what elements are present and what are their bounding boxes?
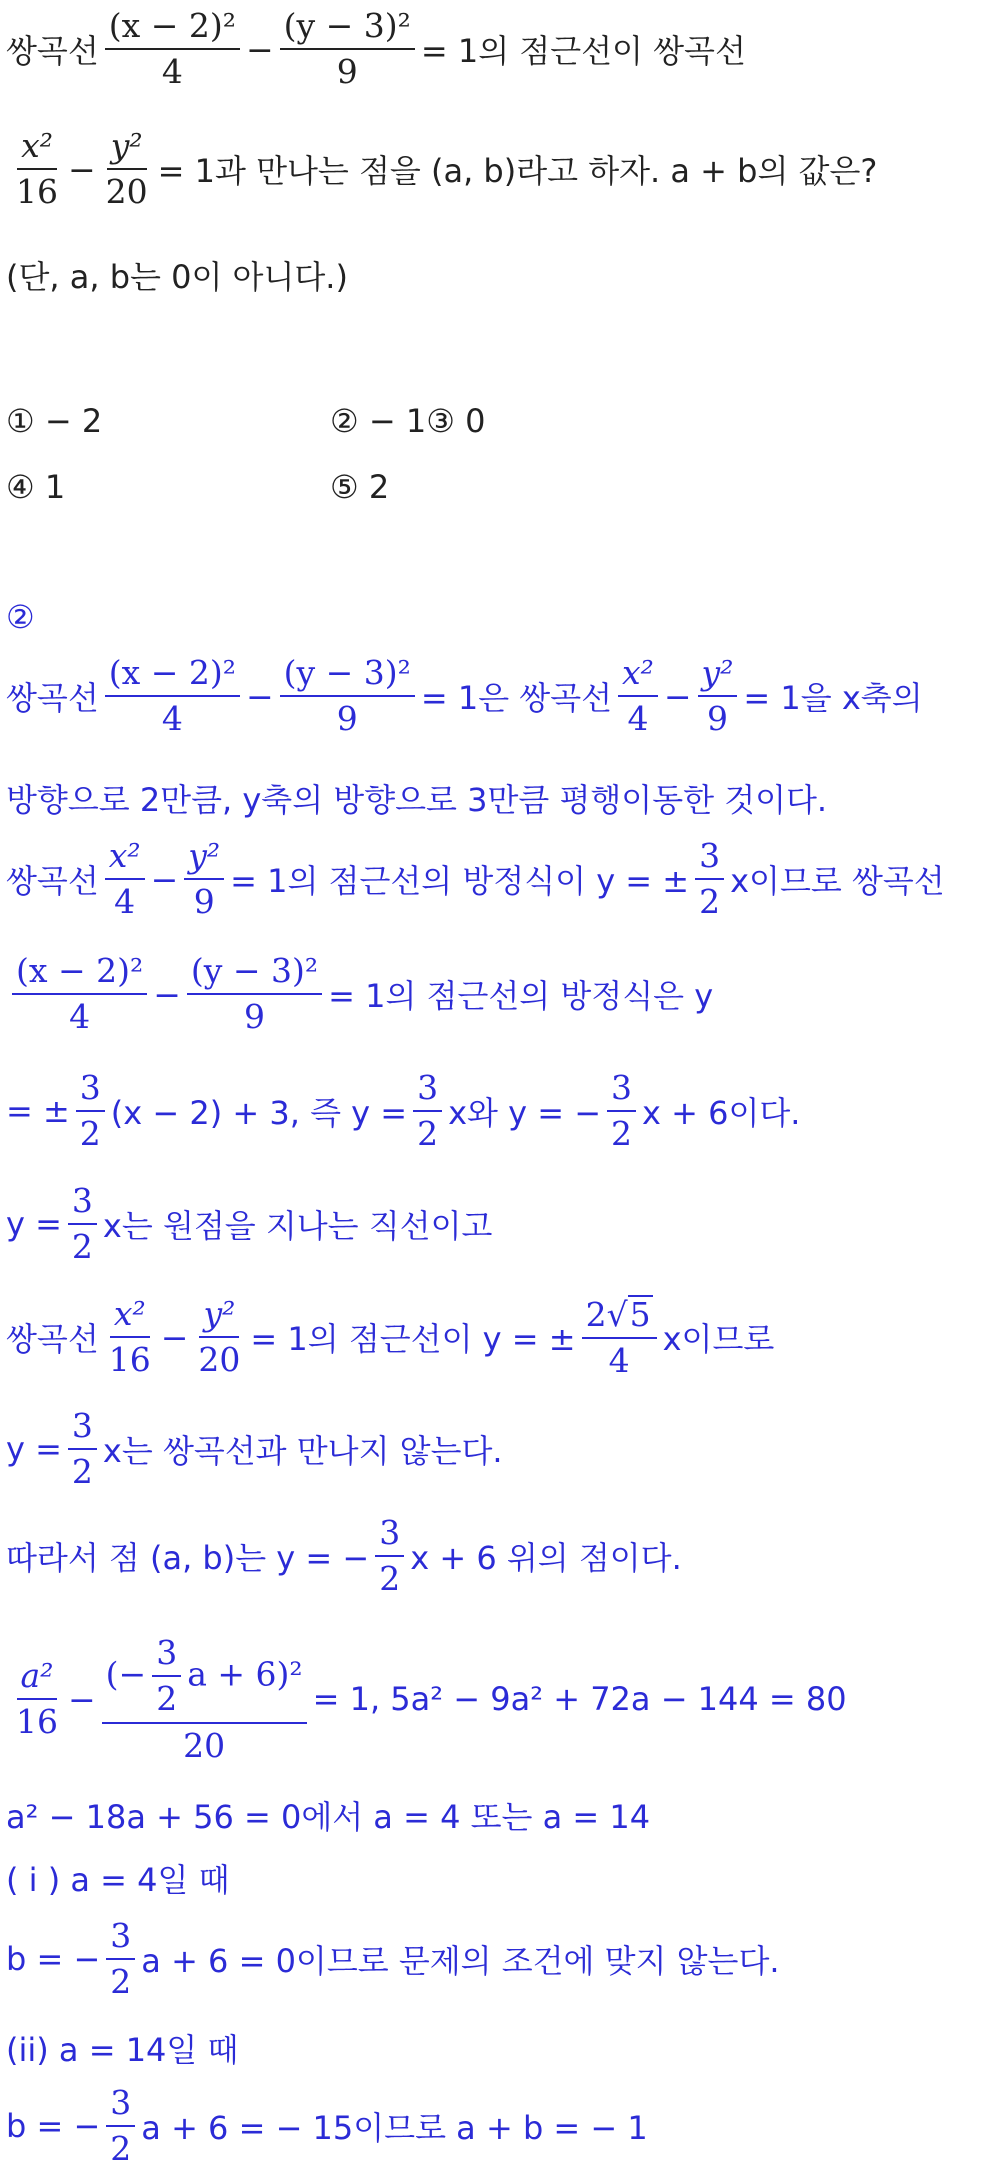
solution-line-15: b = − $\frac{3}{2}$ a + 6 = − 15이므로 a + b = − 1	[6, 2083, 648, 2169]
solution-line-8: y = $\frac{3}{2}$ x는 쌍곡선과 만나지 않는다.	[6, 1406, 503, 1492]
solution-line-1: 쌍곡선 $\frac{\text{(x − 2)²}}{4}$ − $\frac{\text{(y − 3)²}}{9}$ = 1은 쌍곡선 $\frac{\text{x²}}{4}$ − $\frac{\text{y²}}{9}$ = 1을 x축의	[6, 653, 923, 739]
answer-mark: ②	[6, 598, 35, 636]
solution-line-4: $\frac{\text{(x − 2)²}}{4}$ − $\frac{\text{(y − 3)²}}{9}$ = 1의 점근선의 방정식은 y	[6, 953, 713, 1036]
choice-1[interactable]: ① − 2	[6, 402, 103, 440]
solution-line-12: ( i ) a = 4일 때	[6, 1861, 230, 1899]
question-text: = 1과 만나는 점을 (a, b)라고 하자. a + b의 값은?	[157, 152, 878, 191]
solution-line-7: 쌍곡선 $\frac{\text{x²}}{16}$ − $\frac{\text{y²}}{20}$ = 1의 점근선이 y = ± 2 √ 5 4 x이므로	[6, 1294, 775, 1381]
solution-line-5: = ± $\frac{3}{2}$ (x − 2) + 3, 즉 y = $\frac{3}{2}$ x와 y = − $\frac{3}{2}$ x + 6이다.	[6, 1068, 801, 1154]
question-line-3	[6, 252, 348, 298]
question-text: 쌍곡선	[6, 32, 99, 71]
solution-line-11: a² − 18a + 56 = 0에서 a = 4 또는 a = 14	[6, 1798, 651, 1836]
solution-line-3: 쌍곡선 $\frac{\text{x²}}{4}$ − $\frac{\text{y²}}{9}$ = 1의 점근선의 방정식이 y = ± $\frac{3}{2}$ x이므로 쌍곡선	[6, 836, 945, 922]
fraction: $\frac{\text{(x − 2)²}}{4}$	[105, 8, 240, 91]
question-line-1: 쌍곡선 $\frac{\text{(x − 2)²}}{4}$ − $\frac{\text{(y − 3)²}}{9}$ = 1의 점근선이 쌍곡선	[6, 6, 746, 92]
question-text: = 1의 점근선이 쌍곡선	[420, 32, 746, 71]
choice-5[interactable]: ⑤ 2	[330, 468, 390, 506]
fraction: $\frac{\text{y²}}{20}$	[105, 126, 148, 212]
solution-line-10: $\frac{\text{a²}}{16}$ − (− $\frac{3}{2}$ a + 6)² 20 = 1, 5a² − 9a² + 72a − 144 = 80	[16, 1633, 847, 1765]
solution-line-9: 따라서 점 (a, b)는 y = − $\frac{3}{2}$ x + 6 위의 점이다.	[6, 1513, 682, 1599]
solution-line-13: b = − $\frac{3}{2}$ a + 6 = 0이므로 문제의 조건에 맞지 않는다.	[6, 1916, 780, 2002]
choice-2-3[interactable]: ② − 1③ 0	[330, 402, 486, 440]
question-condition: (단, a, b는 0이 아니다.)	[6, 258, 348, 296]
choice-4[interactable]: ④ 1	[6, 468, 66, 506]
question-line-2: $\frac{\text{x²}}{16}$ − $\frac{\text{y²}}{20}$ = 1과 만나는 점을 (a, b)라고 하자. a + b의 값은?	[6, 128, 877, 211]
fraction: $\frac{\text{(y − 3)²}}{9}$	[280, 8, 415, 91]
solution-line-6: y = $\frac{3}{2}$ x는 원점을 지나는 직선이고	[6, 1181, 493, 1267]
solution-line-2: 방향으로 2만큼, y축의 방향으로 3만큼 평행이동한 것이다.	[6, 781, 828, 819]
solution-line-14: (ii) a = 14일 때	[6, 2031, 239, 2069]
fraction: $\frac{\text{x²}}{16}$	[16, 126, 58, 212]
